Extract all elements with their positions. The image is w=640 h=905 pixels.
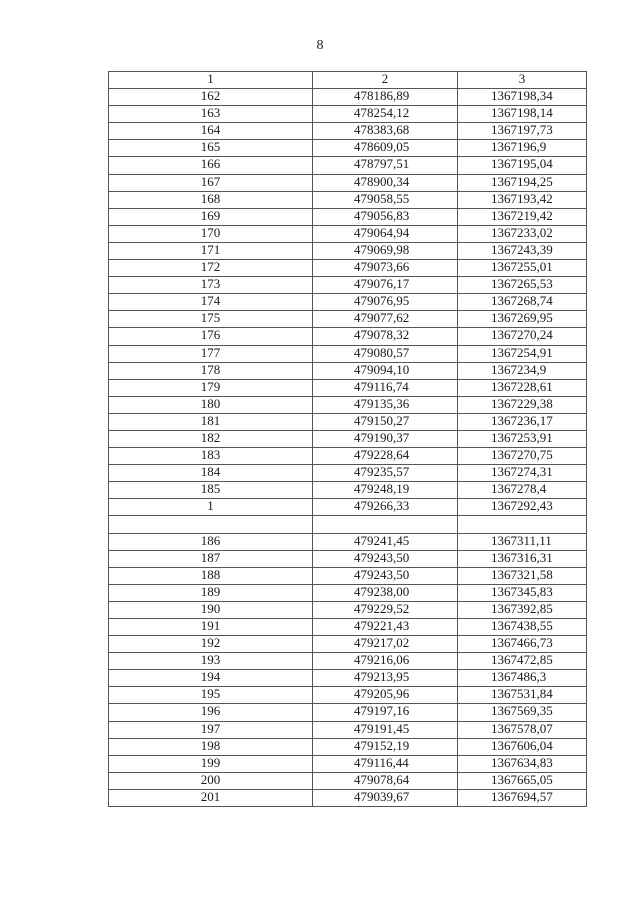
x-coordinate-cell: 479248,19 — [313, 482, 458, 499]
point-number-cell: 185 — [109, 482, 313, 499]
point-number-cell: 176 — [109, 328, 313, 345]
point-number-cell: 167 — [109, 174, 313, 191]
point-number-cell: 193 — [109, 653, 313, 670]
x-coordinate-cell: 479191,45 — [313, 721, 458, 738]
point-number-cell: 197 — [109, 721, 313, 738]
point-number-cell: 175 — [109, 311, 313, 328]
table-row — [109, 123, 587, 140]
table-row — [109, 379, 587, 396]
x-coordinate-cell: 479266,33 — [313, 499, 458, 516]
table-row — [109, 755, 587, 772]
point-number-cell: 186 — [109, 533, 313, 550]
y-coordinate-cell: 1367265,53 — [458, 277, 587, 294]
table-row — [109, 430, 587, 447]
point-number-cell: 165 — [109, 140, 313, 157]
table-row — [109, 89, 587, 106]
y-coordinate-cell: 1367270,24 — [458, 328, 587, 345]
point-number-cell: 182 — [109, 430, 313, 447]
y-coordinate-cell: 1367321,58 — [458, 567, 587, 584]
table-row — [109, 311, 587, 328]
point-number-cell: 1 — [109, 499, 313, 516]
table-row — [109, 550, 587, 567]
x-coordinate-cell: 478797,51 — [313, 157, 458, 174]
x-coordinate-cell: 479069,98 — [313, 242, 458, 259]
x-coordinate-cell: 479216,06 — [313, 653, 458, 670]
y-coordinate-cell: 1367438,55 — [458, 619, 587, 636]
table-row — [109, 738, 587, 755]
y-coordinate-cell: 1367233,02 — [458, 225, 587, 242]
y-coordinate-cell: 1367606,04 — [458, 738, 587, 755]
y-coordinate-cell: 1367569,35 — [458, 704, 587, 721]
x-coordinate-cell: 479190,37 — [313, 430, 458, 447]
y-coordinate-cell: 1367269,95 — [458, 311, 587, 328]
y-coordinate-cell: 1367253,91 — [458, 430, 587, 447]
point-number-cell: 200 — [109, 772, 313, 789]
x-coordinate-cell: 479135,36 — [313, 396, 458, 413]
y-coordinate-cell: 1367193,42 — [458, 191, 587, 208]
header-col-1: 1 — [109, 72, 313, 89]
y-coordinate-cell: 1367198,14 — [458, 106, 587, 123]
table-header — [109, 72, 587, 89]
point-number-cell: 170 — [109, 225, 313, 242]
y-coordinate-cell: 1367229,38 — [458, 396, 587, 413]
y-coordinate-cell: 1367311,11 — [458, 533, 587, 550]
table-row — [109, 584, 587, 601]
point-number-cell: 189 — [109, 584, 313, 601]
x-coordinate-cell: 479064,94 — [313, 225, 458, 242]
table-row — [109, 294, 587, 311]
y-coordinate-cell: 1367197,73 — [458, 123, 587, 140]
x-coordinate-cell: 479241,45 — [313, 533, 458, 550]
y-coordinate-cell: 1367255,01 — [458, 260, 587, 277]
table-row — [109, 772, 587, 789]
point-number-cell: 172 — [109, 260, 313, 277]
x-coordinate-cell: 479116,74 — [313, 379, 458, 396]
table-row — [109, 619, 587, 636]
x-coordinate-cell: 478609,05 — [313, 140, 458, 157]
x-coordinate-cell: 479080,57 — [313, 345, 458, 362]
point-number-cell: 174 — [109, 294, 313, 311]
y-coordinate-cell: 1367278,4 — [458, 482, 587, 499]
table-row — [109, 653, 587, 670]
table-row — [109, 499, 587, 516]
x-coordinate-cell: 479058,55 — [313, 191, 458, 208]
table-row — [109, 482, 587, 499]
point-number-cell: 173 — [109, 277, 313, 294]
point-number-cell: 191 — [109, 619, 313, 636]
x-coordinate-cell: 478383,68 — [313, 123, 458, 140]
x-coordinate-cell: 479076,17 — [313, 277, 458, 294]
header-col-3: 3 — [458, 72, 587, 89]
y-coordinate-cell: 1367316,31 — [458, 550, 587, 567]
header-row — [109, 72, 587, 89]
y-coordinate-cell: 1367194,25 — [458, 174, 587, 191]
table-row — [109, 670, 587, 687]
point-number-cell: 166 — [109, 157, 313, 174]
x-coordinate-cell: 479221,43 — [313, 619, 458, 636]
x-coordinate-cell: 479094,10 — [313, 362, 458, 379]
y-coordinate-cell: 1367219,42 — [458, 208, 587, 225]
x-coordinate-cell: 479229,52 — [313, 601, 458, 618]
table-row — [109, 789, 587, 806]
x-coordinate-cell: 479039,67 — [313, 789, 458, 806]
table-row — [109, 516, 587, 533]
table-row — [109, 157, 587, 174]
y-coordinate-cell: 1367665,05 — [458, 772, 587, 789]
y-coordinate-cell: 1367634,83 — [458, 755, 587, 772]
point-number-cell — [109, 516, 313, 533]
point-number-cell: 164 — [109, 123, 313, 140]
x-coordinate-cell: 479243,50 — [313, 550, 458, 567]
x-coordinate-cell: 479243,50 — [313, 567, 458, 584]
x-coordinate-cell: 479235,57 — [313, 465, 458, 482]
y-coordinate-cell: 1367466,73 — [458, 636, 587, 653]
x-coordinate-cell: 479228,64 — [313, 448, 458, 465]
y-coordinate-cell: 1367578,07 — [458, 721, 587, 738]
point-number-cell: 195 — [109, 687, 313, 704]
coordinates-table — [108, 71, 587, 807]
point-number-cell: 198 — [109, 738, 313, 755]
y-coordinate-cell: 1367198,34 — [458, 89, 587, 106]
table-row — [109, 687, 587, 704]
x-coordinate-cell: 479213,95 — [313, 670, 458, 687]
point-number-cell: 184 — [109, 465, 313, 482]
table-row — [109, 396, 587, 413]
point-number-cell: 168 — [109, 191, 313, 208]
y-coordinate-cell: 1367270,75 — [458, 448, 587, 465]
point-number-cell: 171 — [109, 242, 313, 259]
y-coordinate-cell: 1367236,17 — [458, 413, 587, 430]
table-row — [109, 345, 587, 362]
point-number-cell: 179 — [109, 379, 313, 396]
point-number-cell: 169 — [109, 208, 313, 225]
table-row — [109, 260, 587, 277]
y-coordinate-cell: 1367486,3 — [458, 670, 587, 687]
x-coordinate-cell: 478900,34 — [313, 174, 458, 191]
table-row — [109, 362, 587, 379]
y-coordinate-cell: 1367196,9 — [458, 140, 587, 157]
point-number-cell: 163 — [109, 106, 313, 123]
table-row — [109, 721, 587, 738]
y-coordinate-cell: 1367243,39 — [458, 242, 587, 259]
point-number-cell: 183 — [109, 448, 313, 465]
table-row — [109, 277, 587, 294]
x-coordinate-cell: 479078,64 — [313, 772, 458, 789]
y-coordinate-cell: 1367531,84 — [458, 687, 587, 704]
table-row — [109, 208, 587, 225]
y-coordinate-cell: 1367392,85 — [458, 601, 587, 618]
table-body — [109, 89, 587, 807]
point-number-cell: 192 — [109, 636, 313, 653]
x-coordinate-cell: 479217,02 — [313, 636, 458, 653]
y-coordinate-cell: 1367228,61 — [458, 379, 587, 396]
table-row — [109, 328, 587, 345]
table-row — [109, 636, 587, 653]
table-row — [109, 242, 587, 259]
x-coordinate-cell: 479150,27 — [313, 413, 458, 430]
y-coordinate-cell: 1367254,91 — [458, 345, 587, 362]
y-coordinate-cell: 1367268,74 — [458, 294, 587, 311]
table-row — [109, 704, 587, 721]
x-coordinate-cell: 479116,44 — [313, 755, 458, 772]
x-coordinate-cell: 479205,96 — [313, 687, 458, 704]
point-number-cell: 190 — [109, 601, 313, 618]
y-coordinate-cell: 1367274,31 — [458, 465, 587, 482]
x-coordinate-cell: 479152,19 — [313, 738, 458, 755]
point-number-cell: 188 — [109, 567, 313, 584]
x-coordinate-cell — [313, 516, 458, 533]
x-coordinate-cell: 479056,83 — [313, 208, 458, 225]
point-number-cell: 177 — [109, 345, 313, 362]
point-number-cell: 199 — [109, 755, 313, 772]
point-number-cell: 201 — [109, 789, 313, 806]
y-coordinate-cell: 1367292,43 — [458, 499, 587, 516]
y-coordinate-cell: 1367345,83 — [458, 584, 587, 601]
x-coordinate-cell: 479073,66 — [313, 260, 458, 277]
x-coordinate-cell: 479238,00 — [313, 584, 458, 601]
table-row — [109, 174, 587, 191]
point-number-cell: 196 — [109, 704, 313, 721]
y-coordinate-cell: 1367234,9 — [458, 362, 587, 379]
table-row — [109, 225, 587, 242]
y-coordinate-cell: 1367472,85 — [458, 653, 587, 670]
x-coordinate-cell: 479078,32 — [313, 328, 458, 345]
point-number-cell: 162 — [109, 89, 313, 106]
table-row — [109, 533, 587, 550]
x-coordinate-cell: 478254,12 — [313, 106, 458, 123]
x-coordinate-cell: 479076,95 — [313, 294, 458, 311]
point-number-cell: 194 — [109, 670, 313, 687]
table-row — [109, 601, 587, 618]
point-number-cell: 187 — [109, 550, 313, 567]
table-row — [109, 465, 587, 482]
y-coordinate-cell: 1367195,04 — [458, 157, 587, 174]
table-row — [109, 106, 587, 123]
y-coordinate-cell — [458, 516, 587, 533]
page-number: 8 — [316, 38, 324, 53]
point-number-cell: 180 — [109, 396, 313, 413]
header-col-2: 2 — [313, 72, 458, 89]
table-row — [109, 191, 587, 208]
point-number-cell: 181 — [109, 413, 313, 430]
x-coordinate-cell: 479197,16 — [313, 704, 458, 721]
y-coordinate-cell: 1367694,57 — [458, 789, 587, 806]
x-coordinate-cell: 479077,62 — [313, 311, 458, 328]
table-row — [109, 567, 587, 584]
table-row — [109, 140, 587, 157]
table-row — [109, 448, 587, 465]
point-number-cell: 178 — [109, 362, 313, 379]
table-row — [109, 413, 587, 430]
x-coordinate-cell: 478186,89 — [313, 89, 458, 106]
